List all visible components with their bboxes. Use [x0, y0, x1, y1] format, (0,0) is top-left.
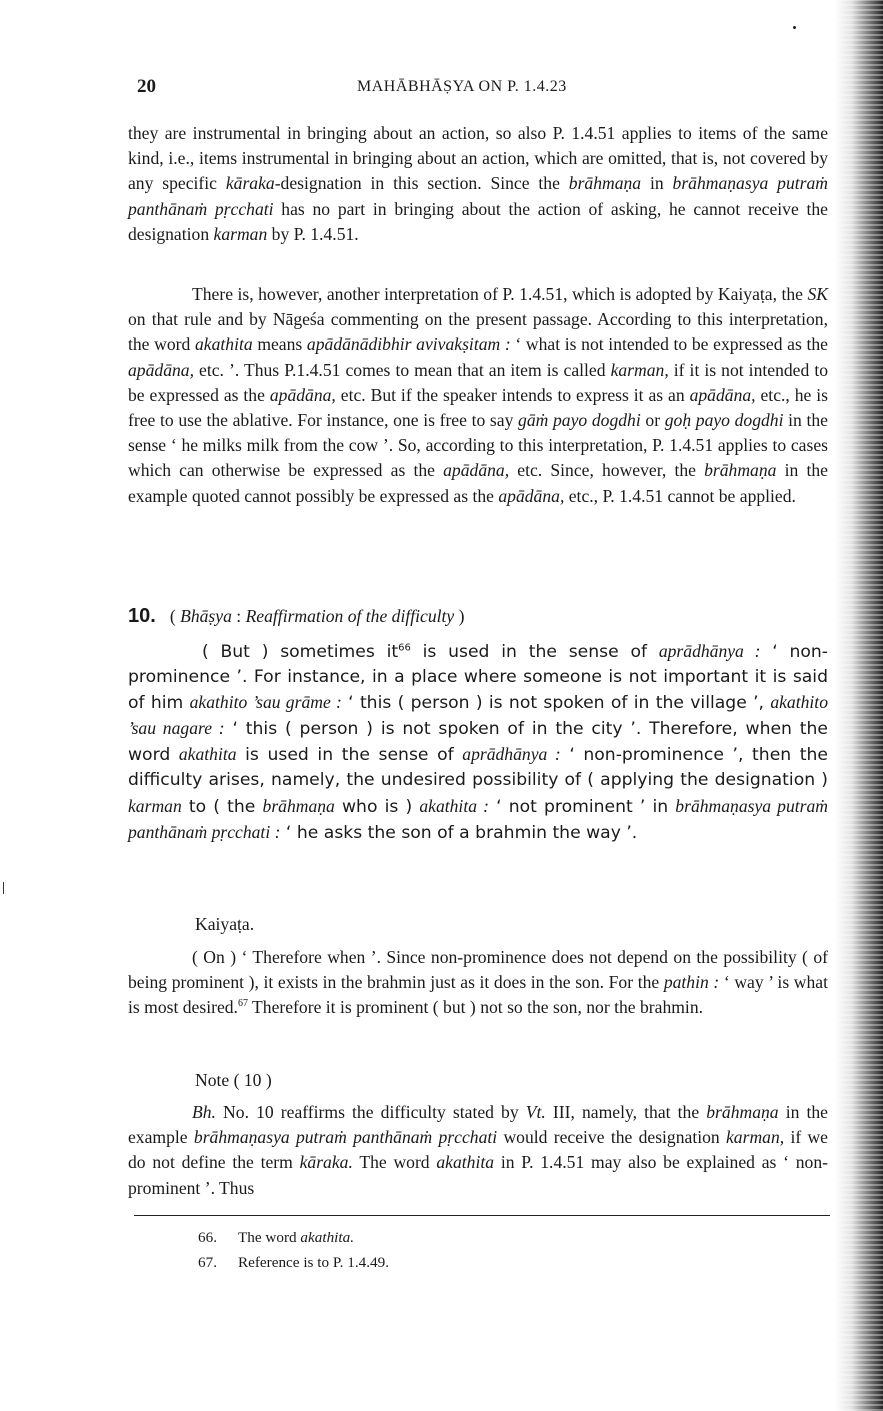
footnote-67: 67. Reference is to P. 1.4.49.: [198, 1254, 389, 1271]
bhasya-translation: ( But ) sometimes $it^{66}$ is used in the sense of aprādhānya : ‘ non-prominence ’. For instance, in a place where someone is not important it is said of him akathito ’sau grāme : ‘ this ( person ) is not spoken of in the village ’, akathito ’sau nagare : ‘ this ( person ) is not spoken of in the city ’. Therefore, when the word akathita is used in the sense of aprādhānya : ‘ non-prominence ’, then the difficulty arises, namely, the undesired possibility of ( applying the designation ) karman to ( the brāhmaṇa who is ) akathita : ‘ not prominent ’ in brāhmaṇasya putraṁ panthānaṁ pṛcchati : ‘ he asks the son of a brahmin the way ’.: [128, 641, 829, 843]
page-header: [0, 76, 883, 102]
footnote-ref-67: 67: [237, 998, 248, 1010]
footnote-66: 66. The word akathita.: [198, 1229, 354, 1246]
margin-mark: [3, 882, 4, 894]
note-paragraph: Bh. No. 10 reaffirms the difficulty stated by Vt. III, namely, that the brāhmaṇa in the example brāhmaṇasya putraṁ panthānaṁ pṛcchati would receive the designation karman, if we do not define the term kāraka. The word akathita in P. 1.4.51 may also be explained as ‘ non-prominent ’. Thus: [128, 1102, 829, 1198]
scan-speck: [793, 26, 796, 29]
kaiyata-paragraph: ( On ) ‘ Therefore when ’. Since non-prominence does not depend on the possibility ( of being prominent ), it exists in the brahmin just as it does in the son. For the pathin : ‘ way ’ is what is most desired.$^{67}$ Therefore it is prominent ( but ) not so the son, nor the brahmin.: [128, 947, 828, 1018]
paragraph-2: There is, however, another interpretation of P. 1.4.51, which is adopted by Kaiyaṭa, the SK on that rule and by Nāgeśa commenting on the present passage. According to this interpretation, the word akathita means apādānādibhir avivakṣitam : ‘ what is not intended to be expressed as the apādāna, etc. ’. Thus P.1.4.51 comes to mean that an item is called karman, if it is not intended to be expressed as the apādāna, etc. But if the speaker intends to express it as an apādāna, etc., he is free to use the ablative. For instance, one is free to say gāṁ payo dogdhi or goḥ payo dogdhi in the sense ‘ he milks milk from the cow ’. So, according to this interpretation, P. 1.4.51 applies to cases which can otherwise be expressed as the apādāna, etc. Since, however, the brāhmaṇa in the example quoted cannot possibly be expressed as the apādāna, etc., P. 1.4.51 cannot be applied.: [128, 284, 828, 506]
footnote-ref-66: 66: [398, 642, 411, 654]
section-heading: 10. ( Bhāṣya : Reaffirmation of the difficulty ): [128, 605, 465, 627]
page-scan-edge: [835, 0, 883, 1411]
footnote-divider: [134, 1215, 830, 1216]
section-number: 10.: [128, 605, 156, 627]
kaiyata-label: Kaiyaṭa.: [195, 914, 255, 934]
note-label: Note ( 10 ): [195, 1070, 272, 1090]
paragraph-1: they are instrumental in bringing about an action, so also P. 1.4.51 applies to items of the same kind, i.e., items instrumental in bringing about an action, which are omitted, that is, not covered by any specific kāraka-designation in this section. Since the brāhmaṇa in brāhmaṇasya putraṁ panthānaṁ pṛcchati has no part in bringing about the action of asking, he cannot receive the designation karman by P. 1.4.51.: [128, 123, 828, 244]
running-title: MAHĀBHĀṢYA ON P. 1.4.23: [357, 78, 567, 95]
page-number: 20: [137, 76, 156, 97]
